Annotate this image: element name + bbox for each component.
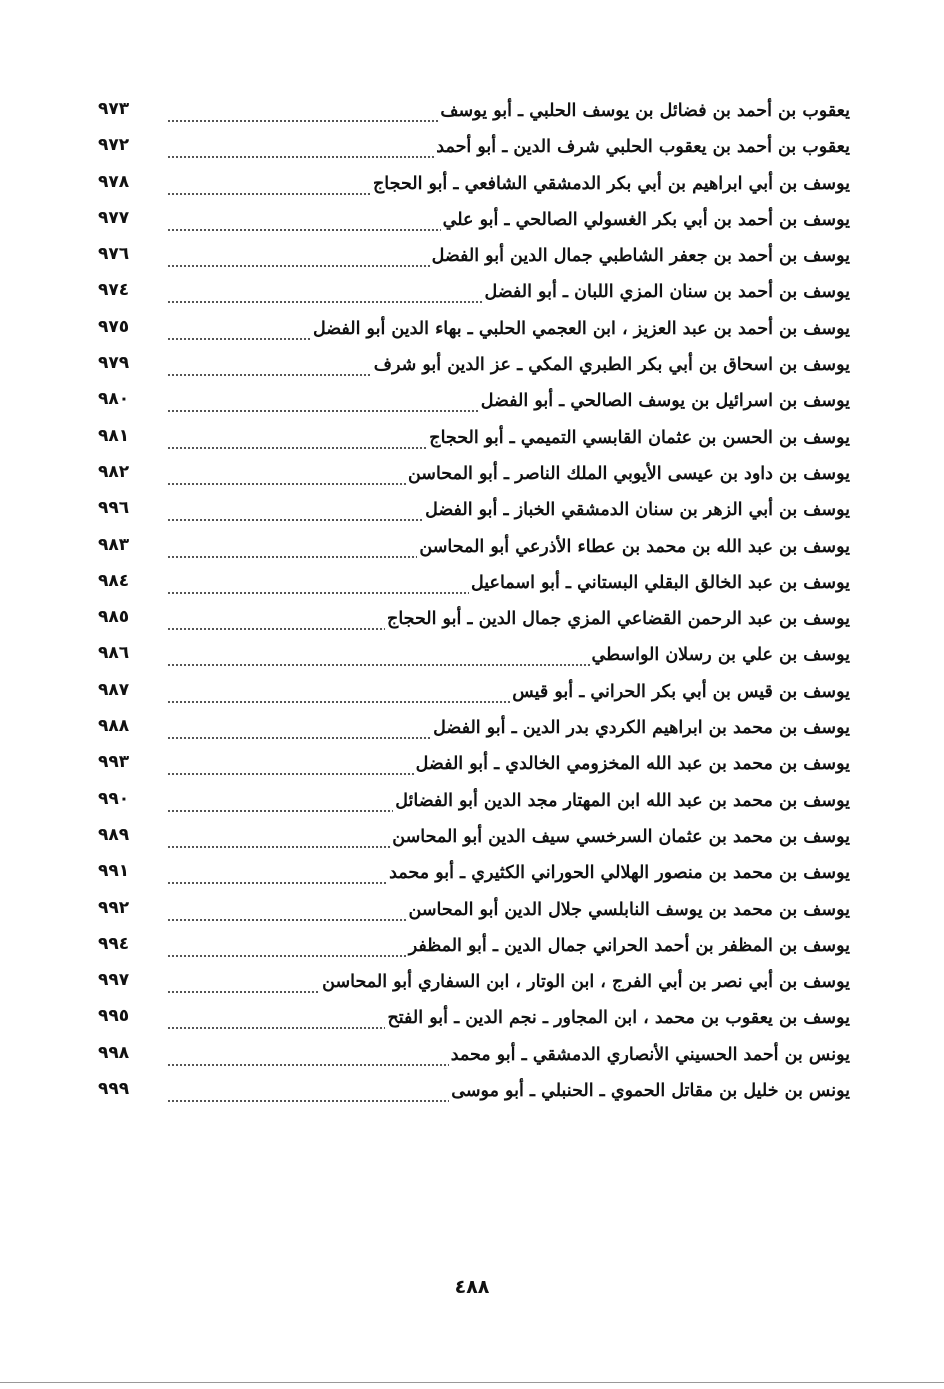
- entry-number: ٩٨٠: [98, 389, 130, 410]
- entry-number: ٩٧٢: [98, 135, 130, 156]
- index-entry: [90, 495, 850, 531]
- entry-name: يعقوب بن أحمد بن فضائل بن يوسف الحلبي ـ أبو يوسف: [438, 98, 850, 124]
- index-entry: [90, 241, 850, 277]
- entry-number: ٩٩١: [98, 861, 130, 882]
- index-entry: [90, 931, 850, 967]
- entry-number: ٩٩٠: [98, 788, 130, 809]
- index-entry: [90, 1003, 850, 1039]
- entry-name: يوسف بن اسحاق بن أبي بكر الطبري المكي ـ عز الدين أبو شرف: [372, 352, 850, 378]
- page-number: ٤٨٨: [454, 1276, 490, 1298]
- entry-name: يوسف بن عبد الله بن محمد بن عطاء الأذرعي أبو المحاسن: [417, 534, 850, 560]
- index-entry: [90, 786, 850, 822]
- index-entry: [90, 386, 850, 422]
- entry-name: يوسف بن أبي الزهر بن سنان الدمشقي الخباز ـ أبو الفضل: [423, 497, 850, 523]
- index-entry: [90, 1076, 850, 1112]
- index-entry: [90, 532, 850, 568]
- bottom-edge-line: [0, 1382, 944, 1383]
- index-entry: [90, 1040, 850, 1076]
- entry-name: يوسف بن محمد بن عثمان السرخسي سيف الدين أبو المحاسن: [390, 824, 850, 850]
- entry-number: ٩٧٣: [98, 99, 130, 119]
- entry-name: يوسف بن أحمد بن عبد العزيز ، ابن العجمي الحلبي ـ بهاء الدين أبو الفضل: [311, 316, 850, 342]
- entry-name: يوسف بن اسرائيل بن يوسف الصالحي ـ أبو الفضل: [479, 388, 850, 414]
- index-entry: [90, 132, 850, 168]
- entry-name: يوسف بن داود بن عيسى الأيوبي الملك الناصر ـ أبو المحاسن: [406, 461, 850, 487]
- entry-number: ٩٩٩: [98, 1079, 130, 1100]
- entry-name: يوسف بن أحمد بن جعفر الشاطبي جمال الدين أبو الفضل: [430, 243, 850, 269]
- entry-number: ٩٧٤: [98, 280, 130, 301]
- entry-number: ٩٧٦: [98, 244, 130, 265]
- entry-name: يوسف بن عبد الرحمن القضاعي المزي جمال الدين ـ أبو الحجاج: [385, 606, 850, 632]
- index-entry: [90, 749, 850, 785]
- index-entry: [90, 169, 850, 205]
- entry-number: ٩٨٨: [98, 716, 130, 737]
- index-entry: [90, 895, 850, 931]
- entry-number: ٩٨٥: [98, 607, 130, 628]
- entry-number: ٩٧٩: [98, 353, 130, 374]
- index-entry: [90, 604, 850, 640]
- index-entry: [90, 713, 850, 749]
- entry-number: ٩٨٤: [98, 570, 130, 591]
- entry-name: يوسف بن محمد بن عبد الله المخزومي الخالدي ـ أبو الفضل: [414, 751, 850, 777]
- entry-number: ٩٧٨: [98, 171, 130, 192]
- entry-number: ٩٨١: [98, 425, 130, 446]
- entry-name: يعقوب بن أحمد بن يعقوب الحلبي شرف الدين ـ أبو أحمد: [434, 134, 850, 160]
- index-entry: [90, 459, 850, 495]
- index-entry: [90, 423, 850, 459]
- index-entry: [90, 967, 850, 1003]
- entry-name: يوسف بن محمد بن منصور الهلالي الحوراني الكثيري ـ أبو محمد: [387, 860, 850, 886]
- index-entry: [90, 205, 850, 241]
- index-entry: [90, 677, 850, 713]
- index-entry: [90, 640, 850, 676]
- entry-number: ٩٧٧: [98, 207, 130, 228]
- entry-name: يوسف بن قيس بن أبي بكر الحراني ـ أبو قيس: [510, 679, 850, 705]
- index-entry: [90, 96, 850, 132]
- index-entry: [90, 822, 850, 858]
- entry-number: ٩٨٣: [98, 534, 130, 555]
- entry-name: يوسف بن محمد بن ابراهيم الكردي بدر الدين ـ أبو الفضل: [431, 715, 850, 741]
- entry-name: يوسف بن محمد بن عبد الله ابن المهتار مجد الدين أبو الفضائل: [393, 788, 850, 814]
- entry-name: يوسف بن أبي ابراهيم بن أبي بكر الدمشقي الشافعي ـ أبو الحجاج: [371, 171, 850, 197]
- entry-number: ٩٨٩: [98, 824, 130, 845]
- entry-number: ٩٩٣: [98, 752, 130, 773]
- entry-name: يوسف بن علي بن رسلان الواسطي: [590, 642, 850, 668]
- entry-name: يوسف بن عبد الخالق البقلي البستاني ـ أبو اسماعيل: [469, 570, 850, 596]
- entry-number: ٩٩٨: [98, 1042, 130, 1063]
- entry-name: يوسف بن يعقوب بن محمد ، ابن المجاور ـ نجم الدين ـ أبو الفتح: [385, 1005, 850, 1031]
- entry-number: ٩٨٢: [98, 461, 130, 482]
- entry-name: يوسف بن أبي نصر بن أبي الفرج ، ابن الوتار ، ابن السفاري أبو المحاسن: [320, 969, 850, 995]
- index-entry: [90, 568, 850, 604]
- entry-name: يوسف بن المظفر بن أحمد الحراني جمال الدين ـ أبو المظفر: [407, 933, 850, 959]
- entry-number: ٩٩٧: [98, 970, 130, 991]
- entry-number: ٩٨٧: [98, 679, 130, 700]
- entry-number: ٩٩٢: [98, 897, 130, 918]
- entry-number: ٩٨٦: [98, 643, 130, 664]
- entry-name: يوسف بن أحمد بن أبي بكر الغسولي الصالحي ـ أبو علي: [441, 207, 850, 233]
- entry-number: ٩٩٥: [98, 1006, 130, 1027]
- entry-number: ٩٩٤: [98, 933, 130, 954]
- entry-number: ٩٩٦: [98, 498, 130, 519]
- entry-name: يوسف بن محمد بن يوسف النابلسي جلال الدين أبو المحاسن: [407, 897, 850, 923]
- index-entry: [90, 350, 850, 386]
- entry-name: يونس بن أحمد الحسيني الأنصاري الدمشقي ـ أبو محمد: [449, 1042, 850, 1068]
- entry-number: ٩٧٥: [98, 316, 130, 337]
- index-entry: [90, 277, 850, 313]
- index-entry: [90, 314, 850, 350]
- entry-name: يونس بن خليل بن مقاتل الحموي ـ الحنبلي ـ أبو موسى: [449, 1078, 850, 1104]
- index-entry: [90, 858, 850, 894]
- entry-name: يوسف بن أحمد بن سنان المزي اللبان ـ أبو الفضل: [482, 279, 850, 305]
- entry-name: يوسف بن الحسن بن عثمان القابسي التميمي ـ أبو الحجاج: [427, 425, 850, 451]
- index-list: [90, 96, 850, 1112]
